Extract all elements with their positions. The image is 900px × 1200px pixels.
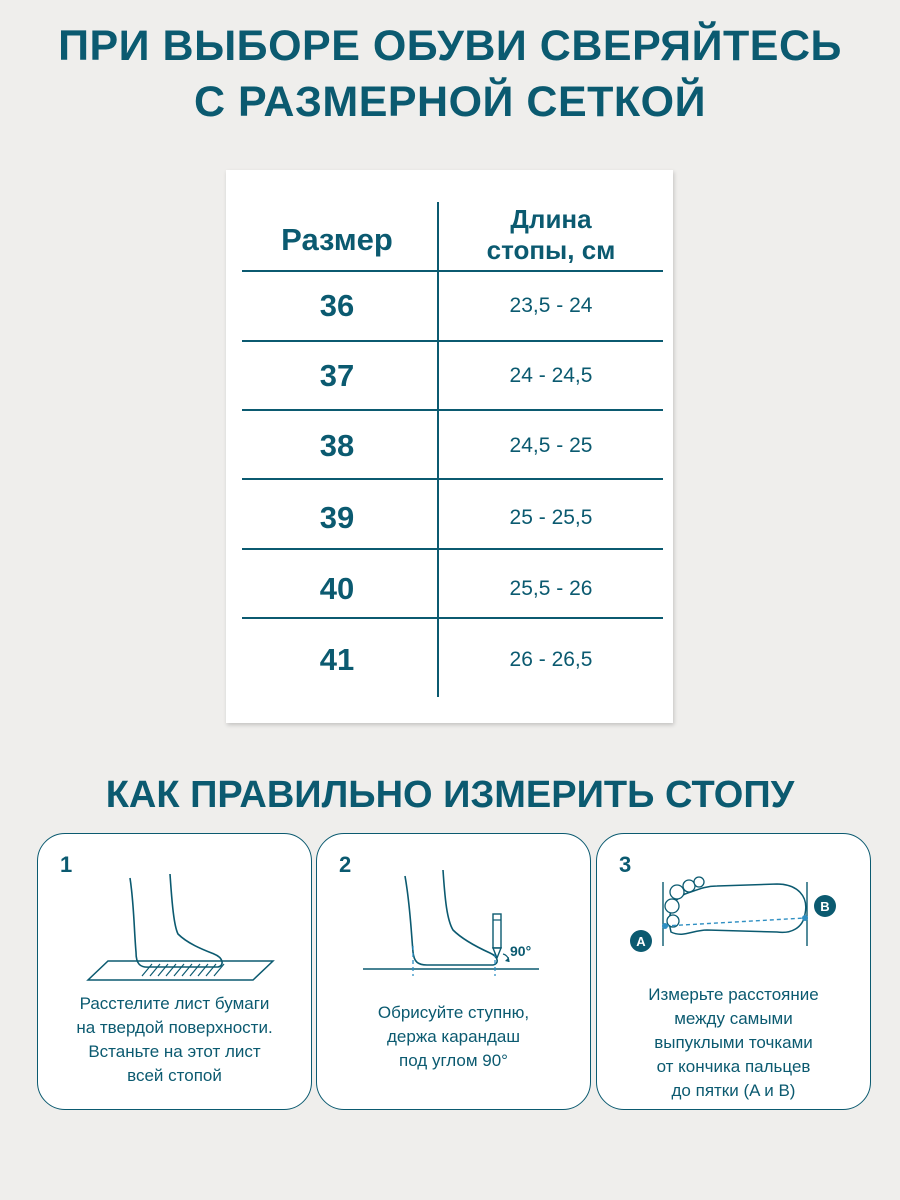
foot-outline-pencil-icon <box>317 834 592 994</box>
length-cell-39: 25 - 25,5 <box>509 505 593 529</box>
step-card-1 <box>37 833 312 1110</box>
step-card-2 <box>316 833 591 1110</box>
step-text-line: всей стопой <box>127 1066 222 1085</box>
step-text-line: Обрисуйте ступню, <box>377 1003 530 1022</box>
step-text-line: Расстелите лист бумаги <box>79 994 270 1013</box>
step-description <box>607 983 860 1103</box>
step-description <box>48 992 301 1088</box>
size-cell-38: 38 <box>319 427 355 463</box>
size-chart-card <box>226 170 673 723</box>
page-title-line-2: С РАЗМЕРНОЙ СЕТКОЙ <box>193 78 707 126</box>
point-b-label: B <box>820 899 830 914</box>
step-text-line: до пятки (A и B) <box>671 1081 796 1100</box>
header-size: Размер <box>281 222 393 257</box>
step-text-line: под углом 90° <box>399 1051 508 1070</box>
step-number: 2 <box>339 852 352 877</box>
foot-measure-icon <box>597 834 872 994</box>
point-a-label: A <box>636 934 646 949</box>
step-text-line: на твердой поверхности. <box>76 1018 273 1037</box>
size-cell-39: 39 <box>319 499 355 535</box>
length-cell-37: 24 - 24,5 <box>509 363 593 387</box>
length-cell-41: 26 - 26,5 <box>509 647 593 671</box>
size-cell-41: 41 <box>319 641 355 677</box>
row-divider <box>242 478 663 480</box>
header-foot-length <box>440 200 662 270</box>
length-cell-40: 25,5 - 26 <box>509 576 593 600</box>
step-card-3 <box>596 833 871 1110</box>
step-text-line: держа карандаш <box>387 1027 520 1046</box>
page-title <box>0 18 900 130</box>
step-text-line: Измерьте расстояние <box>648 985 819 1004</box>
step-number: 1 <box>60 852 73 877</box>
column-divider <box>437 202 439 697</box>
step-description <box>327 1001 580 1073</box>
foot-on-paper-icon <box>38 834 313 994</box>
size-cell-40: 40 <box>319 570 355 606</box>
step-text-line: между самыми <box>674 1009 793 1028</box>
angle-label: 90° <box>510 943 532 959</box>
row-divider <box>242 548 663 550</box>
step-text-line: выпуклыми точками <box>654 1033 813 1052</box>
length-cell-38: 24,5 - 25 <box>509 433 593 457</box>
header-foot-length-line-1: Длина <box>510 204 592 234</box>
step-number: 3 <box>619 852 632 877</box>
header-foot-length-line-2: стопы, см <box>486 235 616 265</box>
step-text-line: Встаньте на этот лист <box>88 1042 261 1061</box>
size-cell-36: 36 <box>319 287 355 323</box>
step-text-line: от кончика пальцев <box>656 1057 811 1076</box>
length-cell-36: 23,5 - 24 <box>509 293 593 317</box>
size-cell-37: 37 <box>319 357 355 393</box>
row-divider <box>242 617 663 619</box>
measure-title: КАК ПРАВИЛЬНО ИЗМЕРИТЬ СТОПУ <box>105 774 795 816</box>
page-title-line-1: ПРИ ВЫБОРЕ ОБУВИ СВЕРЯЙТЕСЬ <box>58 22 842 70</box>
